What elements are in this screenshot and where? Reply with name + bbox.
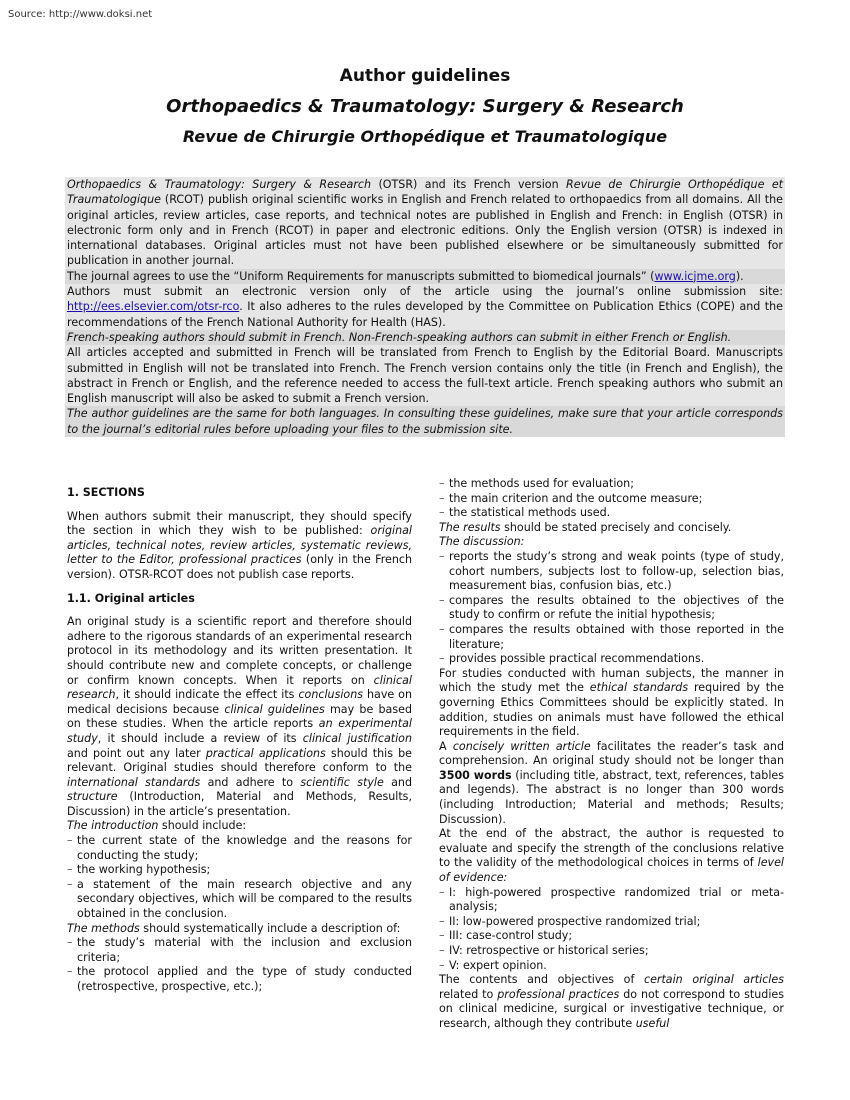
intro-text: The author guidelines are the same for both languages. In consulting these guidelines, make sure that your article corresponds to the journal’s editorial rules before uploading your files to the submission site. (67, 407, 783, 436)
body-text: (including title, abstract, text, references, tables and legends). The abstract is no longer than 300 words (including Introduction; Material and methods; Results; Discussion). (439, 768, 785, 826)
discussion-label (439, 535, 784, 550)
body-text: required by the governing Ethics Committees should be explicitly stated. In addition, studies on animals must have followed the ethical requirements in the field. (439, 681, 784, 739)
icjme-link[interactable]: www.icjme.org (654, 269, 736, 283)
source-label: Source: http://www.doksi.net (8, 9, 153, 20)
length-paragraph (439, 740, 784, 828)
journal-title-english: Orthopaedics & Traumatology: Surgery & Research (166, 96, 684, 117)
body-text: have on medical decisions because (67, 688, 413, 716)
body-text: should be stated precisely and concisely. (500, 520, 732, 534)
list-item: – the working hypothesis; (67, 863, 412, 878)
left-column (67, 477, 412, 995)
intro-text: Revue de Chirurgie Orthopédique et Traumatologique (67, 178, 783, 207)
intro-box (65, 177, 785, 437)
intro-text: French-speaking authors should submit in French. Non-French-speaking authors can submit in either French or English. (67, 330, 732, 344)
body-text: international standards (67, 775, 201, 789)
body-text: should include: (158, 819, 247, 833)
body-text: When authors submit their manuscript, they should specify the section in which they wish to be published: (67, 509, 412, 538)
body-text: certain original articles (643, 973, 784, 987)
intro-paragraph-6 (65, 406, 785, 437)
body-text: should systematically include a description of: (139, 921, 401, 935)
body-text: , it should indicate the effect its (115, 688, 299, 702)
body-text: The results (439, 520, 501, 534)
results-paragraph (439, 521, 784, 536)
body-text: The methods (67, 921, 140, 935)
methods-label (67, 922, 412, 937)
list-item: – IV: retrospective or historical series; (439, 944, 784, 959)
intro-text: Orthopaedics & Traumatology: Surgery & Research (67, 178, 372, 191)
intro-paragraph-3 (65, 284, 785, 330)
body-text: level of evidence: (439, 856, 784, 885)
sections-paragraph (67, 510, 412, 583)
list-item: – compares the results obtained with those reported in the literature; (439, 623, 784, 652)
list-item: – provides possible practical recommendations. (439, 652, 784, 667)
introduction-label (67, 819, 412, 834)
sections-heading: 1. SECTIONS (67, 486, 145, 499)
discussion-list (439, 550, 784, 667)
list-item: – I: high-powered prospective randomized trial or meta-analysis; (439, 886, 784, 915)
list-item: – a statement of the main research objective and any secondary objectives, which will be compared to the results obtained in the conclusion. (67, 878, 412, 922)
body-text: clinical justification (302, 731, 412, 745)
list-item: – II: low-powered prospective randomized trial; (439, 915, 784, 930)
list-item: – III: case-control study; (439, 929, 784, 944)
body-text: , it should include a review of its (97, 731, 303, 745)
body-text: an experimental study (67, 717, 412, 745)
intro-text: . It also adheres to the rules developed by the Committee on Publication Ethics (COPE) and the recommendations of the French National Authority for Health (HAS). (67, 300, 783, 329)
list-item: – the methods used for evaluation; (439, 477, 784, 492)
body-text: concisely written article (452, 739, 591, 753)
journal-title-french: Revue de Chirurgie Orthopédique et Traumatologique (182, 127, 668, 146)
evidence-list (439, 886, 784, 974)
intro-text: ). (735, 269, 744, 283)
body-text: conclusions (298, 688, 364, 702)
intro-paragraph-4 (65, 330, 785, 345)
professional-practices-paragraph (439, 973, 784, 1031)
document-title: Author guidelines (339, 66, 511, 86)
intro-paragraph-5: All articles accepted and submitted in French will be translated from French to English by the Editorial Board. Manuscripts submitted in English will not be translated into French. The French version contains only the title (in French and English), the abstract in French or English, and the reference needed to access the full-text article. French speaking authors who submit an English manuscript will also be asked to submit a French version. (67, 346, 783, 406)
right-column (439, 477, 784, 1032)
list-item: – V: expert opinion. (439, 959, 784, 974)
body-text: The introduction (67, 819, 159, 833)
body-text: related to (439, 987, 498, 1001)
body-text: scientific style (300, 775, 384, 789)
intro-text: The journal agrees to use the “Uniform Requirements for manuscripts submitted to biomedical journals” ( (67, 269, 655, 283)
body-text: do not correspond to studies on clinical medicine, surgical or investigative technique, or research, although they contribute (439, 987, 785, 1030)
body-text: clinical guidelines (224, 702, 325, 716)
body-text: ethical standards (589, 681, 689, 695)
evidence-paragraph (439, 827, 784, 885)
body-text: For studies conducted with human subjects, the manner in which the study met the (439, 666, 784, 695)
body-text: (only in the French version). OTSR-RCOT does not publish case reports. (67, 553, 413, 581)
body-text: The discussion: (439, 535, 525, 549)
intro-text: Authors must submit an electronic version only of the article using the journal’s online submission site: (67, 285, 783, 299)
body-text: structure (67, 790, 118, 804)
list-item: – the main criterion and the outcome measure; (439, 492, 784, 507)
body-text: An original study is a scientific report and therefore should adhere to the rigorous standards of an experimental research protocol in its methodology and its written presentation. It should contribute new and complete concepts, or challenge or confirm known concepts. When it reports on (67, 615, 412, 687)
intro-paragraph-1 (65, 177, 785, 269)
body-text: professional practices (497, 987, 620, 1001)
list-item: – the study’s material with the inclusion and exclusion criteria; (67, 936, 412, 965)
methods-list-continued (439, 477, 784, 521)
intro-text: (RCOT) publish original scientific works in English and French related to orthopaedics from all domains. All the original articles, review articles, case reports, and technical notes are published in English and French: in English (OTSR) in electronic form only and in French (RCOT) in paper and electronic editions. Only the English version (OTSR) is indexed in international databases. Original articles must not have been published elsewhere or be simultaneously submitted for publication in another journal. (67, 193, 783, 268)
submission-site-link[interactable]: http://ees.elsevier.com/otsr-rco (67, 300, 240, 314)
original-articles-heading: 1.1. Original articles (67, 591, 195, 605)
list-item: – reports the study’s strong and weak points (type of study, cohort numbers, subjects lost to follow-up, selection bias, measurement bias, confusion bias, etc.) (439, 550, 784, 594)
body-text: clinical research (67, 673, 412, 702)
introduction-list (67, 834, 412, 922)
body-text: and point out any later (67, 746, 206, 760)
body-text: practical applications (205, 746, 326, 760)
body-text: (Introduction, Material and Methods, Results, Discussion) in the article’s presentation. (67, 790, 412, 818)
intro-text: (OTSR) and its French version (371, 178, 567, 191)
list-item: – the protocol applied and the type of study conducted (retrospective, prospective, etc.); (67, 965, 412, 994)
body-text: The contents and objectives of (439, 973, 644, 987)
body-text: At the end of the abstract, the author is requested to evaluate and specify the strength of the conclusions relative to the validity of the methodological choices in terms of (439, 827, 784, 870)
body-text: 3500 words (439, 768, 512, 782)
list-item: – the statistical methods used. (439, 506, 784, 521)
methods-list (67, 936, 412, 994)
body-text: facilitates the reader’s task and comprehension. An original study should not be longer than (439, 739, 784, 768)
body-text: may be based on these studies. When the article reports (67, 702, 412, 731)
ethics-paragraph (439, 667, 784, 740)
intro-paragraph-2 (65, 269, 785, 284)
original-articles-paragraph (67, 615, 412, 819)
body-text: should this be relevant. Original studies should therefore conform to the (67, 746, 412, 775)
body-text: and (383, 775, 412, 789)
body-text: and adhere to (200, 775, 301, 789)
body-text: original articles, technical notes, review articles, systematic reviews, letter to the Editor, professional practices (67, 524, 412, 567)
body-text: useful (635, 1016, 670, 1030)
body-text: A (439, 739, 453, 753)
list-item: – the current state of the knowledge and the reasons for conducting the study; (67, 834, 412, 863)
list-item: – compares the results obtained to the objectives of the study to confirm or refute the initial hypothesis; (439, 594, 784, 623)
